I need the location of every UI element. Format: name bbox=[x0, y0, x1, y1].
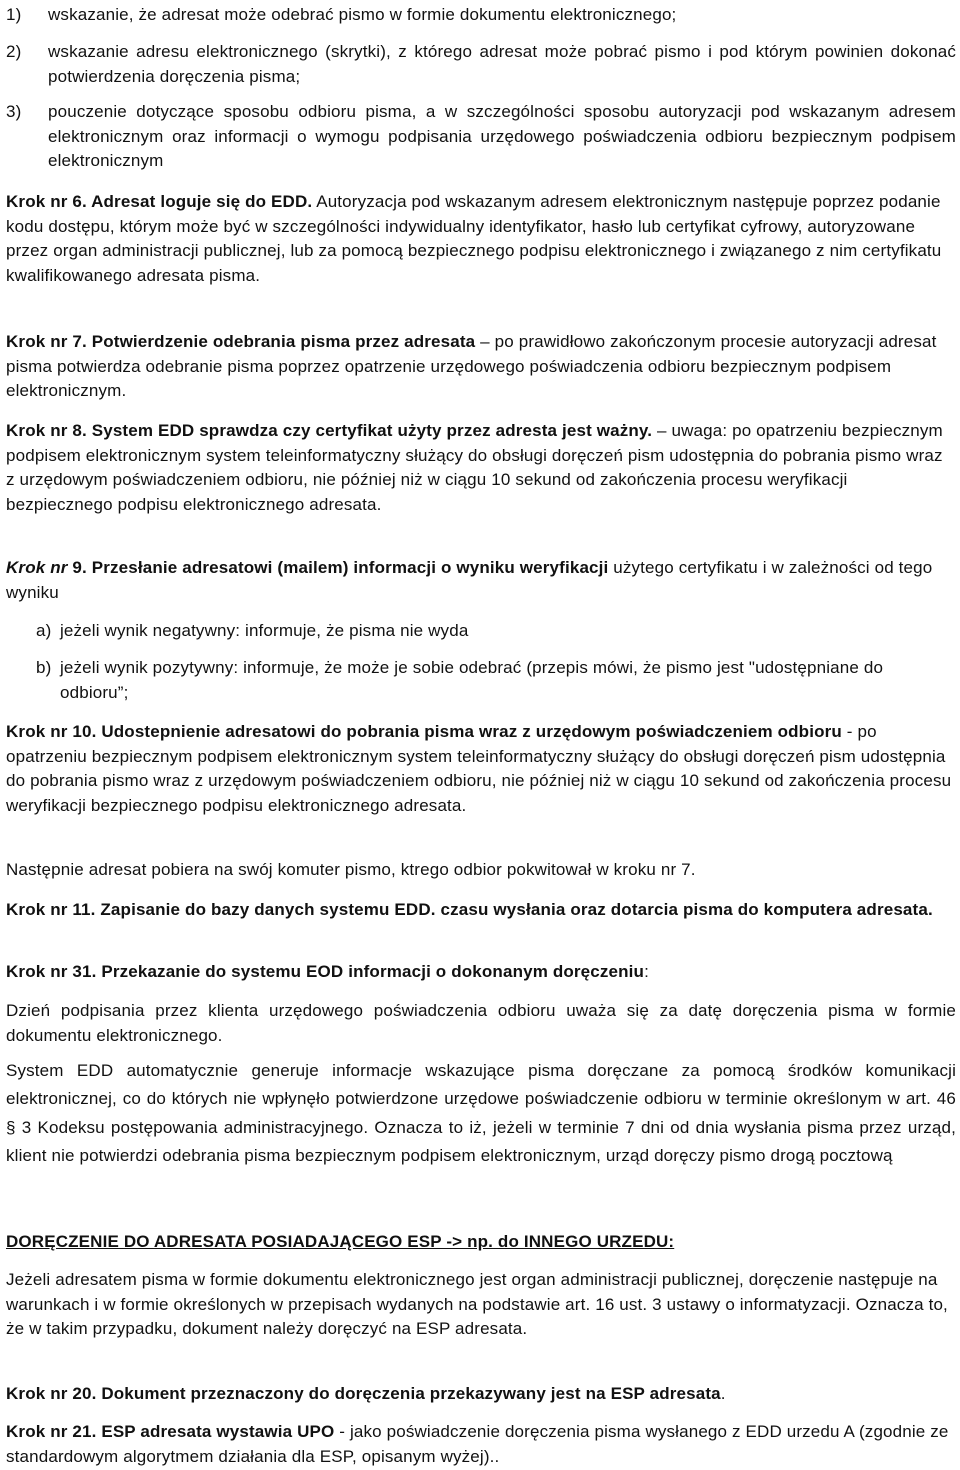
krok-10-heading: Krok nr 10. Udostepnienie adresatowi do pobrania pisma wraz z urzędowym poświadczeniem odbioru bbox=[6, 722, 842, 741]
sub-item-letter: b) bbox=[36, 658, 52, 677]
section-heading: DORĘCZENIE DO ADRESATA POSIADAJĄCEGO ESP -> np. do INNEGO URZEDU: bbox=[6, 1232, 675, 1251]
krok-31-colon: : bbox=[644, 962, 649, 981]
krok-9-label: Krok nr bbox=[6, 558, 68, 577]
sub-item-letter: a) bbox=[36, 621, 52, 640]
krok-8-body: – uwaga: po opatrzeniu bezpiecznym podpisem elektronicznym system teleinformatyczny służący do obsługi doręczeń pism udostępnia do pobrania pismo wraz z urzędowym poświadczeniem odbioru, nie później niż w ciągu 10 sekund od zakończenia procesu weryfikacji bezpiecznego podpisu elektronicznego adresata. bbox=[6, 421, 943, 514]
list-item-text: wskazanie, że adresat może odebrać pismo w formie dokumentu elektronicznego; bbox=[48, 5, 677, 24]
list-item bbox=[6, 100, 956, 174]
krok-20-heading: Krok nr 20. Dokument przeznaczony do doręczenia przekazywany jest na ESP adresata bbox=[6, 1384, 721, 1403]
krok-10-body: - po opatrzeniu bezpiecznym podpisem elektronicznym system teleinformatyczny służący do obsługi doręczeń pism udostępnia do pobrania pismo wraz z urzędowym poświadczeniem odbioru, nie później niż w ciągu 10 sekund od zakończenia procesu weryfikacji bezpiecznego podpisu elektronicznego adresata. bbox=[6, 722, 952, 815]
krok-6-body: Autoryzacja pod wskazanym adresem elektronicznym następuje poprzez podanie kodu dostępu, którym może być w szczególności indywidualny identyfikator, hasło lub certyfikat cyfrowy, autoryzowane przez organ administracji publicznej, lub za pomocą bezpiecznego podpisu elektronicznego i związanego z nim certyfikatu kwalifikowanego adresata pisma. bbox=[6, 192, 942, 285]
krok-8-heading: Krok nr 8. System EDD sprawdza czy certyfikat użyty przez adresta jest ważny. bbox=[6, 421, 653, 440]
krok-21-heading: Krok nr 21. ESP adresata wystawia UPO bbox=[6, 1422, 335, 1441]
krok-21-paragraph bbox=[6, 1420, 956, 1469]
krok-11-heading: Krok nr 11. Zapisanie do bazy danych systemu EDD. czasu wysłania oraz dotarcia pisma do komputera adresata. bbox=[6, 900, 933, 919]
krok-31-heading: Krok nr 31. Przekazanie do systemu EOD informacji o dokonanym doręczeniu bbox=[6, 962, 645, 981]
list-item-number: 3) bbox=[6, 102, 22, 121]
list-item bbox=[6, 3, 956, 28]
krok-20-paragraph bbox=[6, 1382, 956, 1407]
list-item bbox=[6, 40, 956, 89]
sub-item-text: jeżeli wynik negatywny: informuje, że pisma nie wyda bbox=[60, 621, 469, 640]
list-item-number: 2) bbox=[6, 42, 22, 61]
krok-31-paragraph bbox=[6, 960, 956, 985]
krok-6-heading: Krok nr 6. Adresat loguje się do EDD. bbox=[6, 192, 313, 211]
system-edd-paragraph: System EDD automatycznie generuje informacje wskazujące pisma doręczane za pomocą środków komunikacji elektronicznej, co do których nie wpłynęło potwierdzone urzędowe poświadczenie odbioru w terminie określonym w art. 46 § 3 Kodeksu postępowania administracyjnego. Oznacza to iż, jeżeli w terminie 7 dni od dnia wysłania pisma przez urząd, klient nie potwierdzi odebrania pisma bezpiecznym podpisem elektronicznym, urząd doręczy pismo drogą pocztową bbox=[6, 1061, 956, 1166]
krok-9-paragraph bbox=[6, 556, 956, 605]
nastepnie-paragraph: Następnie adresat pobiera na swój komuter pismo, ktrego odbior pokwitował w kroku nr 7. bbox=[6, 860, 696, 879]
krok-7-paragraph bbox=[6, 330, 956, 404]
list-item-text: wskazanie adresu elektronicznego (skrytki), z którego adresat może pobrać pismo i pod którym powinien dokonać potwierdzenia doręczenia pisma; bbox=[48, 42, 956, 86]
krok-9-heading: Przesłanie adresatowi (mailem) informacji o wyniku weryfikacji bbox=[86, 558, 609, 577]
krok-20-tail: . bbox=[720, 1384, 726, 1403]
list-item-number: 1) bbox=[6, 5, 22, 24]
krok-6-paragraph bbox=[6, 190, 956, 288]
krok-7-heading: Krok nr 7. Potwierdzenie odebrania pisma przez adresata bbox=[6, 332, 476, 351]
krok-9-sub-item bbox=[6, 619, 960, 644]
dzien-paragraph: Dzień podpisania przez klienta urzędowego poświadczenia odbioru uważa się za datę doręczenia pisma w formie dokumentu elektronicznego. bbox=[6, 1001, 956, 1045]
krok-21-body: - jako poświadczenie doręczenia pisma wysłanego z EDD urzedu A (zgodnie ze standardowym algorytmem działania dla ESP, opisanym wyżej).. bbox=[6, 1422, 949, 1466]
krok-8-paragraph bbox=[6, 419, 956, 517]
krok-7-body: – po prawidłowo zakończonym procesie autoryzacji adresat pisma potwierdza odebranie pisma poprzez opatrzenie urzędowego poświadczenia odbioru bezpiecznym podpisem elektronicznym. bbox=[6, 332, 937, 400]
krok-9-number: 9. bbox=[67, 558, 87, 577]
krok-9-sub-item bbox=[6, 656, 960, 705]
krok-9-body: użytego certyfikatu i w zależności od tego wyniku bbox=[6, 558, 933, 602]
list-item-text: pouczenie dotyczące sposobu odbioru pisma, a w szczególności sposobu autoryzacji pod wskazanym adresem elektronicznym oraz informacji o wymogu podpisania urzędowego poświadczenia odbioru bezpiecznym podpisem elektronicznym bbox=[48, 102, 956, 170]
jezeli-paragraph: Jeżeli adresatem pisma w formie dokumentu elektronicznego jest organ administracji publicznej, doręczenie następuje na warunkach i w formie określonych w przepisach wydanych na podstawie art. 16 ust. 3 ustawy o informatyzacji. Oznacza to, że w takim przypadku, dokument należy doręczyć na ESP adresata. bbox=[6, 1270, 948, 1338]
krok-10-paragraph bbox=[6, 720, 956, 818]
sub-item-text: jeżeli wynik pozytywny: informuje, że może je sobie odebrać (przepis mówi, że pismo jest "udostępniane do odbioru”; bbox=[60, 658, 884, 702]
